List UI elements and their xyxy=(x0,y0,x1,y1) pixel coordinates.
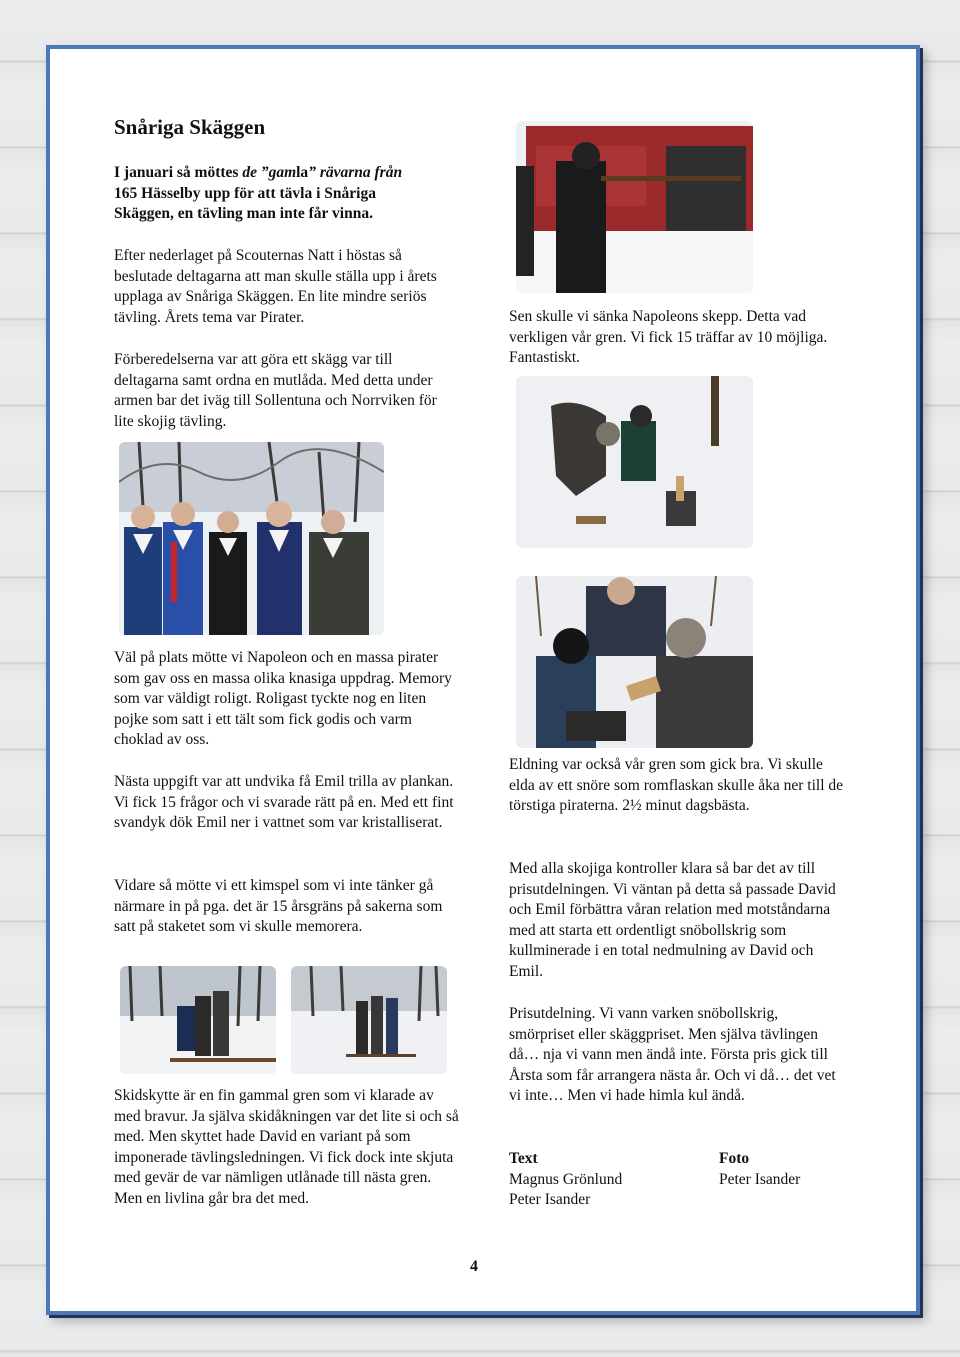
credits-foto-name: Peter Isander xyxy=(719,1170,801,1188)
intro-text: Skäggen, en tävling man inte får vinna. xyxy=(114,205,373,223)
paragraph-napoleon: Väl på plats mötte vi Napoleon och en massa pirater som gav oss en massa olika knasiga uppdrag. Memory som var väldigt roligt. Roligast tyckte nog en liten pojke som satt i ett tält som fick godis och varm choklad av oss. xyxy=(114,649,452,749)
credits-foto-label: Foto xyxy=(719,1150,750,1167)
credits-foto xyxy=(719,1149,859,1190)
intro-text: la xyxy=(296,164,309,181)
credits-text-name: Magnus Grönlund xyxy=(509,1170,623,1188)
paragraph-skidskytte: Skidskytte är en fin gammal gren som vi klarade av med bravur. Ja själva skidåkningen var det lite si och så med. Men skyttet hade David en variant på som imponerade tävlingsledningen. Vi fick dock inte skjuta med gevär de var nämligen utlånade till nästa gren. Men en livlina går bra det med. xyxy=(114,1087,459,1207)
paragraph-plankan: Nästa uppgift var att undvika få Emil trilla av plankan. Vi fick 15 frågor och vi svarade rätt på en. Med ett fint svandyk dök Emil ner i vattnet som var kristalliserat. xyxy=(114,773,454,832)
photo-ski-team-2 xyxy=(291,966,447,1074)
intro-italic: de ”gam xyxy=(242,164,297,181)
paragraph-prisutdelning-vantan: Med alla skojiga kontroller klara så bar det av till prisutdelningen. Vi väntan på detta så passade David och Emil förbättra våran relation med motståndarna med att starta ett ordentligt snöbollskrig som kullminerade i en total nedmulning av David och Emil. xyxy=(509,860,836,980)
photo-group-pirates xyxy=(119,442,384,635)
photo-shooting xyxy=(516,121,753,293)
paragraph-prisutdelning: Prisutdelning. Vi vann varken snöbollskrig, smörpriset eller skäggpriset. Men själva tävlingen då… nja vi vann men ändå inte. Första pris gick till Årsta som får arrangera nästa år. Och vi då… det vet vi inte… Men vi hade himla kul ändå. xyxy=(509,1005,836,1105)
paragraph-kimspel: Vidare så mötte vi ett kimspel som vi inte tänker gå närmare in på pga. det är 15 årsgräns på sakerna som satt på staketet som vi skulle memorera. xyxy=(114,877,443,936)
photo-ski-team-1 xyxy=(120,966,276,1074)
credits-text xyxy=(509,1149,689,1211)
intro-paragraph xyxy=(114,163,454,225)
intro-text: 165 Hässelby upp för att tävla i Snåriga xyxy=(114,184,376,202)
paragraph-nederlaget: Efter nederlaget på Scouternas Natt i höstas så beslutade deltagarna att man skulle ställa upp i årets upplaga av Snåriga Skäggen. En lite mindre seriös tävling. Årets tema var Pirater. xyxy=(114,247,437,326)
intro-text: I januari så möttes xyxy=(114,164,243,181)
intro-italic: ” rävarna från xyxy=(308,164,403,181)
photo-fire-making-2 xyxy=(516,576,753,748)
credits-text-label: Text xyxy=(509,1150,538,1167)
paragraph-napoleons-skepp: Sen skulle vi sänka Napoleons skepp. Detta vad verkligen vår gren. Vi fick 15 träffar av 10 möjliga. Fantastiskt. xyxy=(509,308,828,367)
photo-fire-making xyxy=(516,376,753,548)
credits-text-name: Peter Isander xyxy=(509,1191,591,1209)
paragraph-forberedelser: Förberedelserna var att göra ett skägg var till deltagarna samt ordna en mutlåda. Med detta under armen bar det iväg till Sollentuna och Norrviken för lite skojig tävling. xyxy=(114,351,437,430)
page-title: Snåriga Skäggen xyxy=(114,115,266,139)
paragraph-eldning: Eldning var också vår gren som gick bra. Vi skulle elda av ett snöre som romflaskan skulle åka ner till de törstiga piraterna. 2½ minut dagsbästa. xyxy=(509,756,844,815)
page-number: 4 xyxy=(470,1258,478,1275)
